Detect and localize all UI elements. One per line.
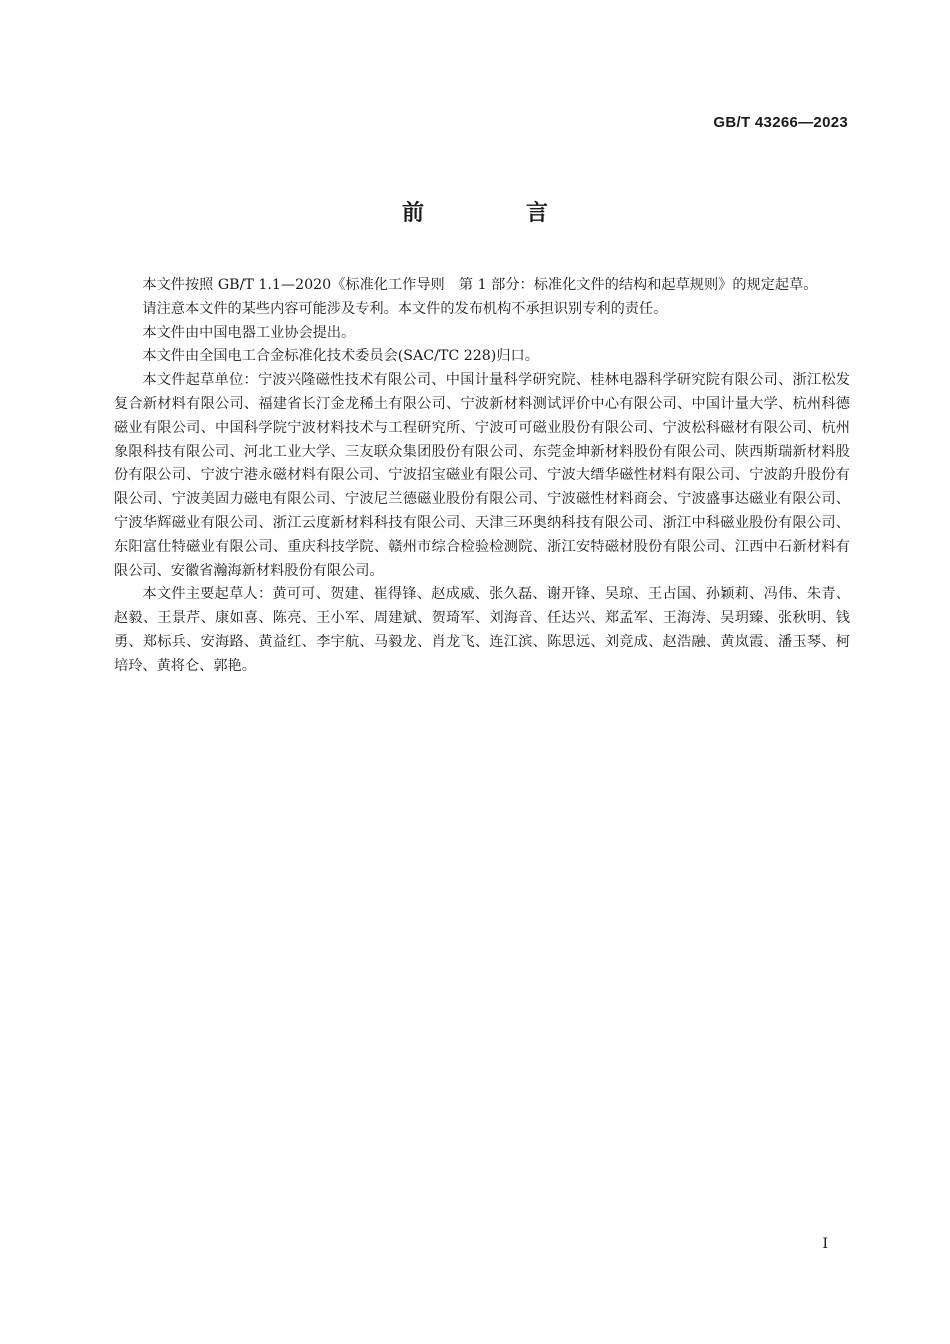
paragraph-managed-by: 本文件由全国电工合金标准化技术委员会(SAC/TC 228)归口。: [142, 348, 539, 365]
page-number: I: [822, 1236, 828, 1252]
paragraph-drafters: 本文件主要起草人：黄可可、贺建、崔得锋、赵成威、张久磊、谢开锋、吴琼、王占国、孙颖莉、冯伟、朱青、赵毅、王景芹、康如喜、陈亮、王小军、周建斌、贺琦军、刘海音、任达兴、郑孟军、王海涛、吴玥臻、张秋明、钱勇、郑标兵、安海路、黄益红、李宇航、马毅龙、肖龙飞、连江滨、陈思远、刘竞成、赵浩融、黄岚霞、潘玉琴、柯培玲、黄将仑、郭艳。: [114, 586, 850, 674]
foreword-body: [114, 274, 850, 679]
paragraph-drafting-rules: 本文件按照 GB/T 1.1—2020《标准化工作导则 第 1 部分：标准化文件的结构和起草规则》的规定起草。: [142, 277, 818, 293]
paragraph-proposed-by: 本文件由中国电器工业协会提出。: [142, 324, 356, 341]
paragraph-patent-notice: 请注意本文件的某些内容可能涉及专利。本文件的发布机构不承担识别专利的责任。: [142, 300, 668, 317]
paragraph-drafting-units: 本文件起草单位：宁波兴隆磁性技术有限公司、中国计量科学研究院、桂林电器科学研究院有限公司、浙江松发复合新材料有限公司、福建省长汀金龙稀土有限公司、宁波新材料测试评价中心有限公司、中国计量大学、杭州科德磁业有限公司、中国科学院宁波材料技术与工程研究所、宁波可可磁业股份有限公司、宁波松科磁材有限公司、杭州象限科技有限公司、河北工业大学、三友联众集团股份有限公司、东莞金坤新材料股份有限公司、陕西斯瑞新材料股份有限公司、宁波宁港永磁材料有限公司、宁波招宝磁业有限公司、宁波大缙华磁性材料有限公司、宁波韵升股份有限公司、宁波美固力磁电有限公司、宁波尼兰德磁业股份有限公司、宁波磁性材料商会、宁波盛事达磁业有限公司、宁波华辉磁业有限公司、浙江云度新材料科技有限公司、天津三环奥纳科技有限公司、浙江中科磁业股份有限公司、东阳富仕特磁业有限公司、重庆科技学院、赣州市综合检验检测院、浙江安特磁材股份有限公司、江西中石新材料有限公司、安徽省瀚海新材料股份有限公司。: [114, 372, 850, 579]
page-title: 前 言: [401, 201, 588, 226]
standard-code: GB/T 43266—2023: [713, 114, 848, 131]
